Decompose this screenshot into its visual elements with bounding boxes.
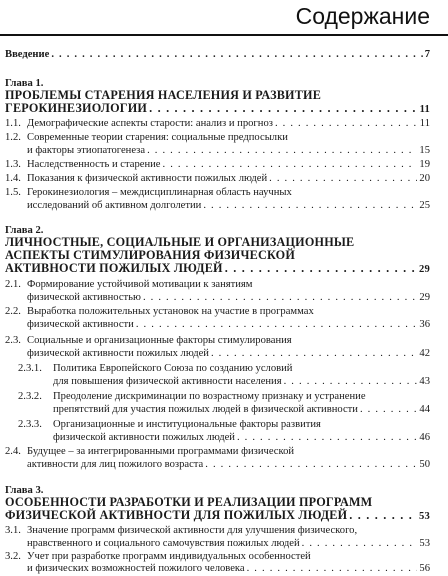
chapter-title[interactable]: ПРОБЛЕМЫ СТАРЕНИЯ НАСЕЛЕНИЯ И РАЗВИТИЕ bbox=[5, 88, 322, 102]
chapter-title[interactable]: ЛИЧНОСТНЫЕ, СОЦИАЛЬНЫЕ И ОРГАНИЗАЦИОННЫЕ bbox=[5, 235, 355, 249]
dot-leader bbox=[51, 48, 422, 61]
page-title: Содержание bbox=[295, 3, 430, 29]
toc-entry-cont[interactable]: активности для лиц пожилого возраста . . . 50 bbox=[0, 458, 448, 471]
toc-entry[interactable]: 2.1. Формирование устойчивой мотивации к занятиям bbox=[5, 279, 253, 290]
toc-entry-cont[interactable]: и факторы этиопатогенеза . . . 15 bbox=[0, 144, 448, 157]
toc-entry[interactable]: 2.3.3. Организационные и институциональные факторы развития bbox=[18, 419, 321, 430]
dot-leader bbox=[269, 172, 417, 185]
chapter-label: Глава 2. bbox=[5, 225, 44, 236]
chapter-title[interactable]: ФИЗИЧЕСКОЙ АКТИВНОСТИ ДЛЯ ПОЖИЛЫХ ЛЮДЕЙ . . . 53 bbox=[0, 509, 448, 522]
dot-leader bbox=[136, 318, 418, 331]
entry-text: Введение bbox=[5, 49, 50, 60]
toc-entry-cont[interactable]: физической активности пожилых людей . . . 46 bbox=[0, 431, 448, 444]
toc-entry-intro[interactable] bbox=[0, 48, 448, 61]
toc-entry[interactable]: 1.3. Наследственность и старение . . . 19 bbox=[0, 158, 448, 171]
chapter-title[interactable]: ОСОБЕННОСТИ РАЗРАБОТКИ И РЕАЛИЗАЦИИ ПРОГРАММ bbox=[5, 495, 373, 509]
dot-leader bbox=[203, 199, 417, 212]
dot-leader bbox=[275, 117, 418, 130]
toc-entry-cont[interactable]: физической активности пожилых людей . . . 42 bbox=[0, 347, 448, 360]
dot-leader bbox=[147, 144, 417, 157]
toc-entry[interactable]: 1.1. Демографические аспекты старости: анализ и прогноз . . . 11 bbox=[0, 117, 448, 130]
toc-entry-cont[interactable]: физической активности . . . 36 bbox=[0, 318, 448, 331]
toc-entry[interactable]: 2.3.1. Политика Европейского Союза по созданию условий bbox=[18, 363, 293, 374]
toc-entry[interactable]: 1.5. Герокинезиология – междисциплинарная область научных bbox=[5, 187, 292, 198]
chapter-title[interactable]: АКТИВНОСТИ ПОЖИЛЫХ ЛЮДЕЙ . . . 29 bbox=[0, 262, 448, 275]
dot-leader bbox=[247, 562, 418, 575]
toc-entry-cont[interactable]: исследований об активном долголетии . . . 25 bbox=[0, 199, 448, 212]
entry-page: 7 bbox=[424, 49, 430, 60]
dot-leader bbox=[143, 291, 417, 304]
dot-leader bbox=[237, 431, 417, 444]
toc-entry[interactable]: 2.4. Будущее – за интегрированными программами физической bbox=[5, 446, 295, 457]
dot-leader bbox=[211, 347, 417, 360]
dot-leader bbox=[205, 458, 417, 471]
dot-leader bbox=[284, 375, 418, 388]
dot-leader bbox=[163, 158, 418, 171]
dot-leader bbox=[349, 509, 417, 522]
toc-entry-cont[interactable]: нравственного и социального самочувствия пожилых людей . . . 53 bbox=[0, 537, 448, 550]
toc-entry[interactable]: 3.2. Учет при разработке программ индивидуальных особенностей bbox=[5, 551, 311, 562]
chapter-title[interactable]: АСПЕКТЫ СТИМУЛИРОВАНИЯ ФИЗИЧЕСКОЙ bbox=[5, 248, 296, 262]
chapter-label: Глава 3. bbox=[5, 485, 44, 496]
page-header bbox=[0, 0, 448, 36]
toc-entry[interactable]: 3.1. Значение программ физической активности для улучшения физического, bbox=[5, 525, 358, 536]
toc-entry[interactable]: 2.3. Социальные и организационные факторы стимулирования bbox=[5, 335, 292, 346]
toc-entry[interactable]: 1.4. Показания к физической активности пожилых людей . . . 20 bbox=[0, 172, 448, 185]
toc-entry-cont[interactable]: для повышения физической активности населения . . . 43 bbox=[0, 375, 448, 388]
toc-entry-cont[interactable]: препятствий для участия пожилых людей в физической активности . . . 44 bbox=[0, 403, 448, 416]
chapter-label: Глава 1. bbox=[5, 78, 44, 89]
toc-entry[interactable]: 2.2. Выработка положительных установок на участие в программах bbox=[5, 306, 314, 317]
dot-leader bbox=[149, 102, 418, 115]
dot-leader bbox=[302, 537, 418, 550]
chapter-title[interactable]: ГЕРОКИНЕЗИОЛОГИИ . . . 11 bbox=[0, 102, 448, 115]
toc-entry-cont[interactable]: и физических возможностей пожилого человека . . . 56 bbox=[0, 562, 448, 575]
toc-entry-cont[interactable]: физической активностью . . . 29 bbox=[0, 291, 448, 304]
dot-leader bbox=[225, 262, 417, 275]
dot-leader bbox=[360, 403, 417, 416]
toc-entry[interactable]: 1.2. Современные теории старения: социальные предпосылки bbox=[5, 132, 288, 143]
toc-entry[interactable]: 2.3.2. Преодоление дискриминации по возрастному признаку и устранение bbox=[18, 391, 366, 402]
